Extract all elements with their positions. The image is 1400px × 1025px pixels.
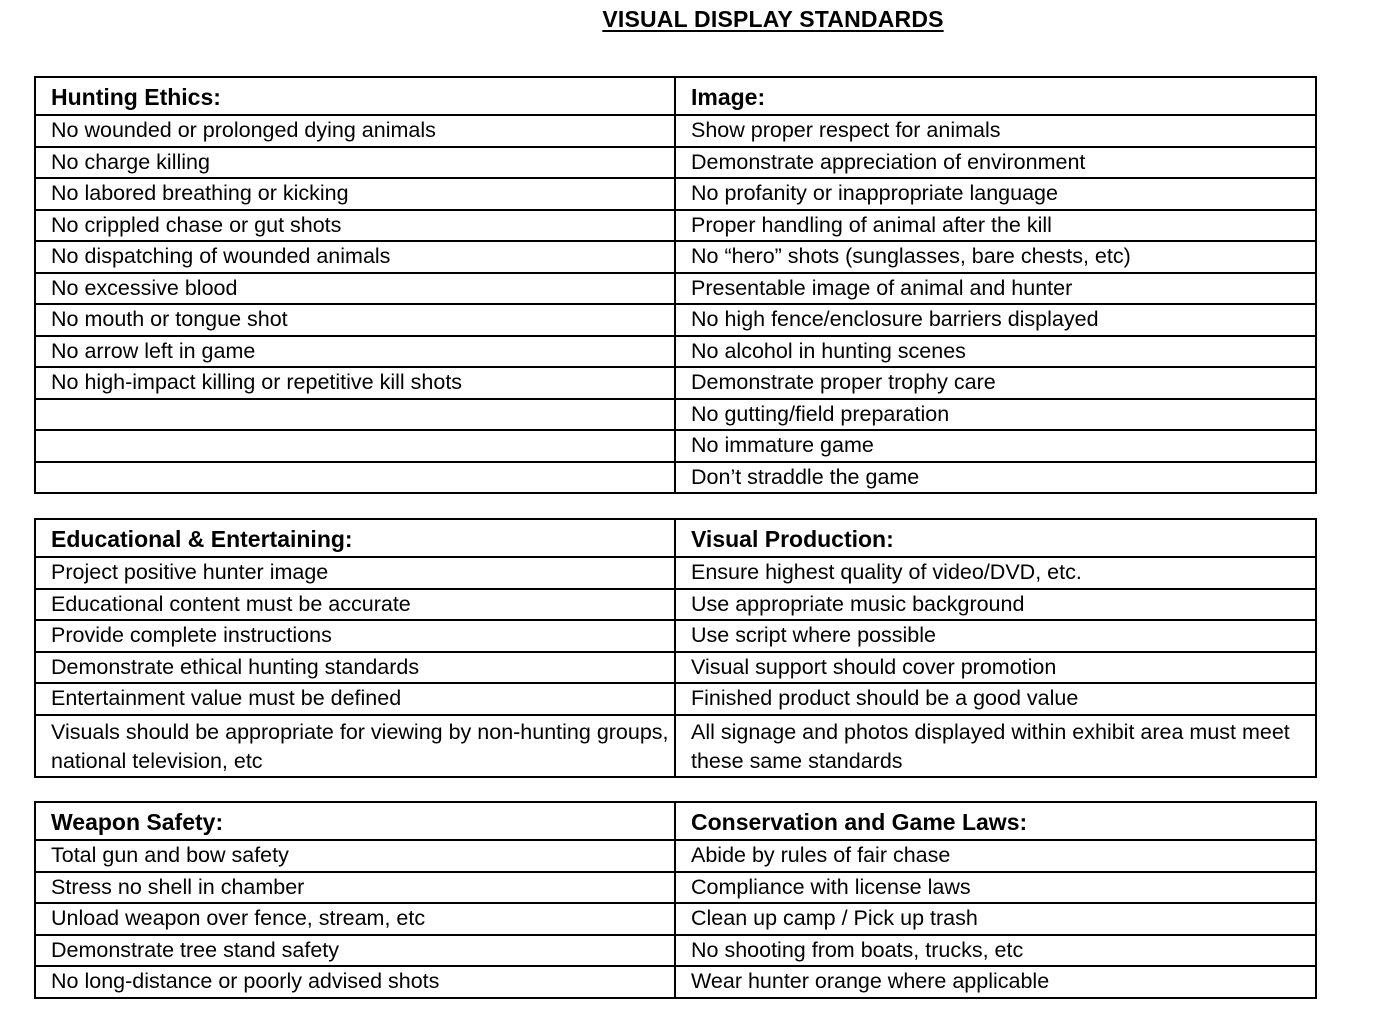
table-cell: Demonstrate appreciation of environment [675, 147, 1316, 179]
table-header-row [35, 519, 1316, 557]
table-cell: No charge killing [35, 147, 675, 179]
section-heading-image: Image: [675, 77, 1316, 115]
standards-table-educational-production [34, 518, 1317, 778]
table-row [35, 589, 1316, 621]
table-row [35, 966, 1316, 998]
table-header-row [35, 77, 1316, 115]
table-cell: Demonstrate tree stand safety [35, 935, 675, 967]
table-header-row [35, 802, 1316, 840]
table-row [35, 241, 1316, 273]
table-cell [35, 399, 675, 431]
table-row [35, 903, 1316, 935]
table-row [35, 683, 1316, 715]
table-cell: Don’t straddle the game [675, 462, 1316, 494]
table-row [35, 462, 1316, 494]
table-cell: Visual support should cover promotion [675, 652, 1316, 684]
table-cell: Proper handling of animal after the kill [675, 210, 1316, 242]
table-row [35, 620, 1316, 652]
table-row [35, 872, 1316, 904]
table-cell: No labored breathing or kicking [35, 178, 675, 210]
standards-table-hunting-image [34, 76, 1317, 494]
table-cell: No arrow left in game [35, 336, 675, 368]
table-cell: Clean up camp / Pick up trash [675, 903, 1316, 935]
table-row [35, 715, 1316, 777]
table-cell: No profanity or inappropriate language [675, 178, 1316, 210]
table-cell: No gutting/field preparation [675, 399, 1316, 431]
table-cell: Wear hunter orange where applicable [675, 966, 1316, 998]
table-cell: No high-impact killing or repetitive kill shots [35, 367, 675, 399]
table-cell: Stress no shell in chamber [35, 872, 675, 904]
table-cell: Abide by rules of fair chase [675, 840, 1316, 872]
table-cell: Ensure highest quality of video/DVD, etc. [675, 557, 1316, 589]
table-cell: No alcohol in hunting scenes [675, 336, 1316, 368]
table-row [35, 304, 1316, 336]
section-heading-conservation-game-laws: Conservation and Game Laws: [675, 802, 1316, 840]
table-row [35, 210, 1316, 242]
table-cell [35, 462, 675, 494]
table-cell: No excessive blood [35, 273, 675, 305]
table-cell: Demonstrate proper trophy care [675, 367, 1316, 399]
table-cell: Finished product should be a good value [675, 683, 1316, 715]
table-cell: Project positive hunter image [35, 557, 675, 589]
table-row [35, 273, 1316, 305]
table-cell: Educational content must be accurate [35, 589, 675, 621]
table-row [35, 367, 1316, 399]
table-row [35, 430, 1316, 462]
table-cell: No high fence/enclosure barriers displayed [675, 304, 1316, 336]
page-title-text: VISUAL DISPLAY STANDARDS [602, 6, 944, 32]
section-heading-hunting-ethics: Hunting Ethics: [35, 77, 675, 115]
table-cell: No long-distance or poorly advised shots [35, 966, 675, 998]
table-cell: Total gun and bow safety [35, 840, 675, 872]
standards-table-safety-conservation [34, 801, 1317, 999]
table-cell: Use script where possible [675, 620, 1316, 652]
table-cell: All signage and photos displayed within exhibit area must meet these same standards [675, 715, 1316, 777]
table-cell: Use appropriate music background [675, 589, 1316, 621]
table-cell: No immature game [675, 430, 1316, 462]
table-cell: Entertainment value must be defined [35, 683, 675, 715]
table-cell: No wounded or prolonged dying animals [35, 115, 675, 147]
table-row [35, 178, 1316, 210]
table-cell: Unload weapon over fence, stream, etc [35, 903, 675, 935]
table-row [35, 399, 1316, 431]
table-cell: Demonstrate ethical hunting standards [35, 652, 675, 684]
table-cell: Visuals should be appropriate for viewing by non-hunting groups, national television, etc [35, 715, 675, 777]
table-row [35, 557, 1316, 589]
table-row [35, 935, 1316, 967]
page-title [0, 6, 1400, 33]
table-cell: No mouth or tongue shot [35, 304, 675, 336]
table-cell: Presentable image of animal and hunter [675, 273, 1316, 305]
table-cell: No shooting from boats, trucks, etc [675, 935, 1316, 967]
table-row [35, 336, 1316, 368]
table-cell: Provide complete instructions [35, 620, 675, 652]
table-row [35, 840, 1316, 872]
table-cell: Show proper respect for animals [675, 115, 1316, 147]
table-cell [35, 430, 675, 462]
table-cell: No “hero” shots (sunglasses, bare chests, etc) [675, 241, 1316, 273]
section-heading-visual-production: Visual Production: [675, 519, 1316, 557]
table-cell: No crippled chase or gut shots [35, 210, 675, 242]
table-row [35, 652, 1316, 684]
table-cell: No dispatching of wounded animals [35, 241, 675, 273]
table-row [35, 147, 1316, 179]
table-cell: Compliance with license laws [675, 872, 1316, 904]
table-row [35, 115, 1316, 147]
section-heading-educational-entertaining: Educational & Entertaining: [35, 519, 675, 557]
section-heading-weapon-safety: Weapon Safety: [35, 802, 675, 840]
